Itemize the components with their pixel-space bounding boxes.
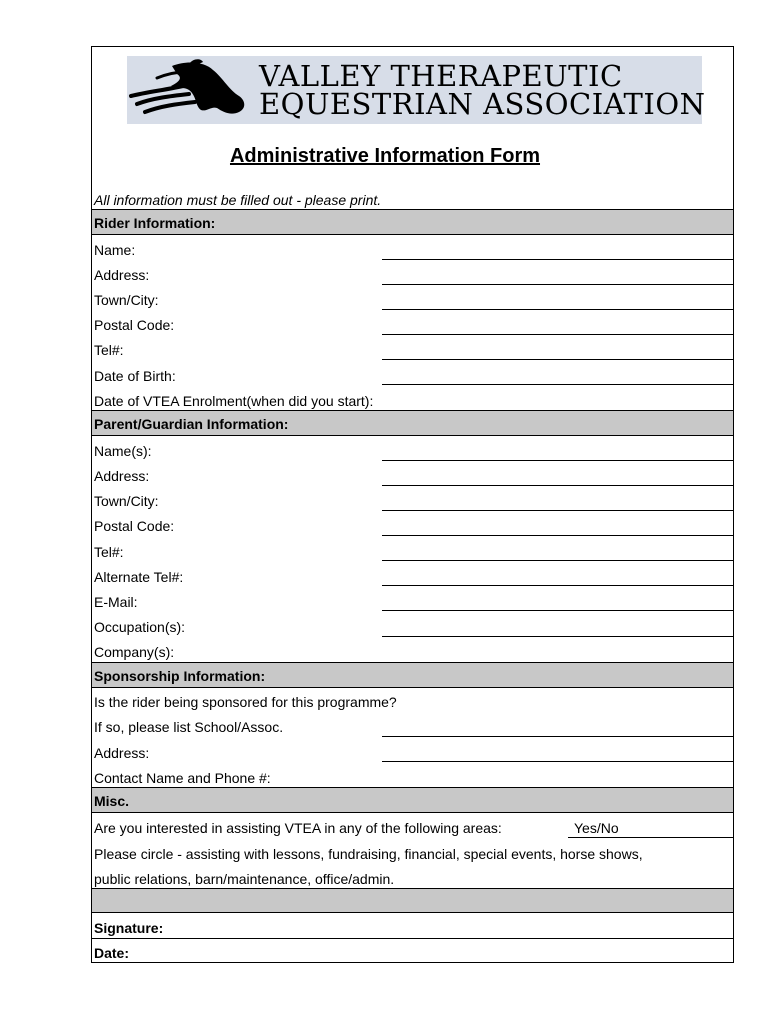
form-title: Administrative Information Form bbox=[229, 145, 541, 167]
guardian-address-field[interactable] bbox=[382, 485, 733, 486]
guardian-email-field[interactable] bbox=[382, 610, 733, 611]
guardian-alt-tel-field[interactable] bbox=[382, 585, 733, 586]
misc-circle-line2: public relations, barn/maintenance, office/admin. bbox=[94, 871, 395, 887]
sponsorship-address-field[interactable] bbox=[382, 761, 733, 762]
rider-postal-label: Postal Code: bbox=[94, 317, 175, 333]
rider-dob-label: Date of Birth: bbox=[94, 368, 176, 384]
section-header-misc-label: Misc. bbox=[94, 793, 130, 809]
signature-label: Signature: bbox=[94, 920, 164, 936]
blank-band bbox=[92, 888, 733, 913]
horse-head-icon bbox=[127, 56, 257, 124]
rider-tel-field[interactable] bbox=[382, 359, 733, 360]
guardian-town-label: Town/City: bbox=[94, 493, 159, 509]
misc-interest-label: Are you interested in assisting VTEA in any of the following areas: bbox=[94, 820, 502, 836]
logo-text-line2: EQUESTRIAN ASSOCIATION bbox=[259, 87, 706, 121]
guardian-names-field[interactable] bbox=[382, 460, 733, 461]
section-header-guardian bbox=[92, 410, 733, 436]
rider-town-label: Town/City: bbox=[94, 292, 159, 308]
guardian-postal-field[interactable] bbox=[382, 535, 733, 536]
rider-address-label: Address: bbox=[94, 267, 150, 283]
rider-enrol-label: Date of VTEA Enrolment(when did you start): bbox=[94, 393, 374, 409]
guardian-address-label: Address: bbox=[94, 468, 150, 484]
section-header-sponsorship bbox=[92, 662, 733, 688]
signature-field[interactable] bbox=[92, 938, 733, 939]
rider-tel-label: Tel#: bbox=[94, 342, 124, 358]
sponsorship-contact-label: Contact Name and Phone #: bbox=[94, 770, 271, 786]
guardian-occupation-field[interactable] bbox=[382, 636, 733, 637]
guardian-names-label: Name(s): bbox=[94, 443, 152, 459]
guardian-email-label: E-Mail: bbox=[94, 594, 138, 610]
rider-address-field[interactable] bbox=[382, 284, 733, 285]
section-header-guardian-label: Parent/Guardian Information: bbox=[94, 416, 289, 432]
guardian-company-label: Company(s): bbox=[94, 644, 175, 660]
instructions-text: All information must be filled out - please print. bbox=[94, 192, 382, 208]
section-header-misc bbox=[92, 787, 733, 813]
section-header-sponsorship-label: Sponsorship Information: bbox=[94, 668, 266, 684]
logo-banner bbox=[127, 56, 706, 124]
sponsorship-question-label: Is the rider being sponsored for this programme? bbox=[94, 694, 397, 710]
yes-no-option[interactable]: Yes/No bbox=[574, 820, 619, 836]
misc-circle-line1: Please circle - assisting with lessons, fundraising, financial, special events, horse shows, bbox=[94, 846, 643, 862]
guardian-postal-label: Postal Code: bbox=[94, 518, 175, 534]
date-label: Date: bbox=[94, 945, 130, 961]
guardian-tel-field[interactable] bbox=[382, 560, 733, 561]
yes-no-field[interactable] bbox=[568, 837, 733, 838]
section-header-rider bbox=[92, 209, 733, 235]
guardian-occupation-label: Occupation(s): bbox=[94, 619, 186, 635]
sponsorship-address-label: Address: bbox=[94, 745, 150, 761]
sponsorship-school-field[interactable] bbox=[382, 736, 733, 737]
rider-postal-field[interactable] bbox=[382, 334, 733, 335]
section-header-rider-label: Rider Information: bbox=[94, 215, 216, 231]
guardian-town-field[interactable] bbox=[382, 510, 733, 511]
guardian-alt-tel-label: Alternate Tel#: bbox=[94, 569, 184, 585]
guardian-tel-label: Tel#: bbox=[94, 544, 124, 560]
rider-dob-field[interactable] bbox=[382, 384, 733, 385]
logo-text-line1: VALLEY THERAPEUTIC bbox=[259, 59, 623, 93]
rider-name-label: Name: bbox=[94, 242, 136, 258]
rider-town-field[interactable] bbox=[382, 309, 733, 310]
sponsorship-school-label: If so, please list School/Assoc. bbox=[94, 719, 284, 735]
rider-name-field[interactable] bbox=[382, 259, 733, 260]
